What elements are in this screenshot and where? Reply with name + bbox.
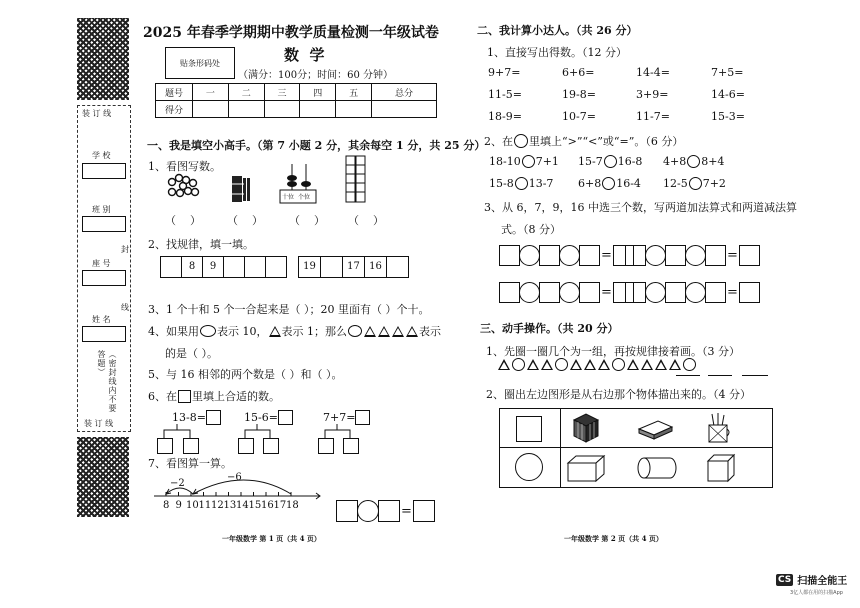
operator-circle[interactable] [685, 282, 706, 303]
score-cell: 四 [300, 84, 336, 101]
equals-sign: = [401, 503, 412, 519]
triangle-icon [641, 359, 653, 370]
calc-item: 19-8= [562, 88, 596, 101]
score-table [155, 83, 437, 118]
comparison-left: 12-5 [663, 177, 688, 190]
abacus-tens-label: 十位 [282, 194, 295, 201]
answer-box[interactable] [238, 438, 254, 454]
equation-text: 7+7= [323, 411, 356, 424]
calc-item: 14-6= [711, 88, 745, 101]
number-box[interactable] [705, 282, 726, 303]
comparison-item [578, 177, 641, 190]
answer-line[interactable] [676, 375, 700, 376]
calc-item: 18-9= [488, 110, 522, 123]
sequence-cell[interactable] [320, 256, 343, 278]
comparison-item [489, 177, 553, 190]
operator-circle[interactable] [519, 282, 540, 303]
compare-circle[interactable] [522, 155, 535, 168]
tick-label: 10 [186, 500, 199, 511]
comparison-item [663, 177, 726, 190]
scanner-watermark [776, 572, 847, 587]
q3-1-text: 1、先圈一圈几个为一组，再按规律接着画。（3 分） [486, 345, 740, 358]
q1-5-text: 5、与 16 相邻的两个数是（ ）和（ ）。 [148, 368, 343, 381]
cube-tower-icon [346, 156, 365, 202]
sequence-cell: 17 [342, 256, 365, 278]
formula-row [499, 245, 634, 266]
comparison-right: 16-8 [617, 155, 643, 168]
tick-label: 16 [261, 500, 274, 511]
score-cell: 一 [193, 84, 229, 101]
result-box[interactable] [739, 282, 760, 303]
score-cell: 二 [228, 84, 264, 101]
square-shape-icon [516, 416, 542, 442]
score-cell: 五 [336, 84, 372, 101]
class-label: 班 别 [92, 205, 111, 214]
section-2-title: 二、我计算小达人。（共 26 分） [477, 24, 638, 37]
equation-text: 15-6= [244, 411, 278, 424]
answer-blank[interactable]: （ ） [348, 214, 384, 227]
circle-icon [683, 358, 696, 371]
q2-2-part-b: 里填上“>”“<”或“=”。（6 分） [529, 135, 684, 148]
answer-box[interactable] [183, 438, 199, 454]
calc-item: 11-7= [636, 110, 670, 123]
q1-4-line2: 的是（ ）。 [165, 347, 218, 360]
binding-line-bottom: 装 订 线 [84, 419, 114, 428]
number-box[interactable] [499, 245, 520, 266]
operator-circle[interactable] [685, 245, 706, 266]
answer-blank[interactable]: （ ） [227, 214, 263, 227]
cylinder-icon[interactable] [636, 454, 678, 482]
operator-circle[interactable] [559, 245, 580, 266]
tick-label: 18 [286, 500, 299, 511]
score-cell: 三 [264, 84, 300, 101]
answer-blank[interactable]: （ ） [289, 214, 325, 227]
triangle-icon [269, 326, 281, 337]
operator-circle[interactable] [559, 282, 580, 303]
equals-sign: = [727, 285, 738, 300]
circle-icon [514, 134, 528, 148]
triangle-icon [364, 326, 376, 337]
compare-circle[interactable] [687, 155, 700, 168]
triangle-icon [584, 359, 596, 370]
calc-item: 15-3= [711, 110, 745, 123]
q1-4-line1 [148, 323, 441, 339]
formula-row [625, 282, 760, 303]
triangle-icon [655, 359, 667, 370]
circle-icon [512, 358, 525, 371]
score-input[interactable] [336, 101, 372, 118]
calc-item: 9+7= [488, 66, 521, 79]
comparison-left: 6+8 [578, 177, 602, 190]
q1-7-text: 7、看图算一算。 [148, 457, 232, 470]
abacus-ones-label: 个位 [298, 194, 311, 201]
score-cell: 题号 [156, 84, 193, 101]
exam-title: 2025 年春季学期期中教学质量检测一年级试卷 [143, 25, 439, 41]
q1-2-text: 2、找规律，填一填。 [148, 238, 254, 251]
result-box[interactable] [739, 245, 760, 266]
sealed-note: （密封线内不要答题） [97, 350, 117, 413]
q1-4-part-a: 4、如果用 [148, 325, 199, 338]
compare-circle[interactable] [515, 177, 528, 190]
equals-sign: = [601, 248, 612, 263]
page-2-footer: 一年级数学 第 2 页（共 4 页） [564, 534, 663, 543]
pen-holder-icon[interactable] [705, 412, 731, 444]
seat-field[interactable] [82, 270, 126, 286]
number-box[interactable] [539, 282, 560, 303]
rubiks-cube-icon[interactable] [570, 412, 600, 444]
operator-circle[interactable] [645, 245, 666, 266]
sequence-cell[interactable] [386, 256, 409, 278]
equals-sign: = [727, 248, 738, 263]
formula-row [499, 282, 634, 303]
shape-match-grid [499, 408, 773, 488]
circle-icon [612, 358, 625, 371]
operator-circle[interactable] [357, 500, 379, 522]
sequence-cell[interactable] [160, 256, 182, 278]
answer-box[interactable] [157, 438, 173, 454]
sequence-cell: 9 [202, 256, 224, 278]
q1-4-part-c: 表示 1；那么 [281, 325, 347, 338]
number-box[interactable] [625, 282, 646, 303]
q1-1-text: 1、看图写数。 [148, 160, 221, 173]
calc-item: 11-5= [488, 88, 522, 101]
comparison-item [489, 155, 559, 168]
number-box[interactable] [665, 245, 686, 266]
triangle-icon [598, 359, 610, 370]
score-header-row [156, 84, 437, 101]
equation [172, 410, 221, 425]
comparison-right: 16-4 [616, 177, 641, 190]
tick-label: 17 [273, 500, 287, 511]
school-field[interactable] [82, 163, 126, 179]
comparison-left: 4+8 [663, 155, 687, 168]
number-box[interactable] [579, 282, 600, 303]
class-field[interactable] [82, 216, 126, 232]
score-input[interactable] [228, 101, 264, 118]
q2-3-text-cont: 式。（8 分） [501, 223, 561, 236]
seat-label: 座 号 [92, 259, 111, 268]
calc-item: 6+6= [562, 66, 595, 79]
triangle-icon [498, 359, 510, 370]
answer-box[interactable] [206, 410, 221, 425]
score-input[interactable] [300, 101, 336, 118]
comparison-left: 18-10 [489, 155, 521, 168]
cs-logo-icon: CS [778, 574, 792, 585]
comparison-item [663, 155, 724, 168]
score-input[interactable] [193, 101, 229, 118]
comparison-right: 13-7 [528, 177, 554, 190]
seal-label: 封 [121, 245, 129, 254]
section-1-title: 一、我是填空小高手。（第 7 小题 2 分，其余每空 1 分，共 25 分） [147, 139, 486, 152]
tick-label: 8 [163, 500, 170, 511]
line-label: 线 [121, 303, 129, 312]
sequence-cell[interactable] [265, 256, 287, 278]
answer-box[interactable] [336, 500, 358, 522]
score-input[interactable] [264, 101, 300, 118]
triangle-icon [570, 359, 582, 370]
cuboid-icon[interactable] [566, 453, 606, 483]
number-box[interactable] [625, 245, 646, 266]
q1-4-part-b: 表示 10， [217, 325, 268, 338]
q2-2-part-a: 2、在 [484, 135, 513, 148]
triangle-icon [378, 326, 390, 337]
equation [323, 410, 370, 425]
calc-item: 3+9= [636, 88, 669, 101]
tick-label: 11 [198, 500, 212, 511]
q1-6-part-a: 6、在 [148, 390, 177, 403]
school-label: 学 校 [92, 151, 111, 160]
arc-label: −2 [170, 478, 185, 489]
compare-circle[interactable] [604, 155, 617, 168]
score-cell: 总分 [372, 84, 437, 101]
triangle-icon [392, 326, 404, 337]
sequence-1 [160, 256, 287, 278]
sequence-cell[interactable] [244, 256, 266, 278]
circle-icon [348, 325, 362, 337]
tick-label: 9 [175, 500, 182, 511]
barcode-label: 贴条形码处 [180, 58, 220, 68]
q3-2-text: 2、圈出左边图形是从右边那个物体描出来的。（4 分） [486, 388, 751, 401]
name-field[interactable] [82, 326, 126, 342]
answer-line[interactable] [742, 375, 768, 376]
triangle-icon [406, 326, 418, 337]
circle-icon [200, 325, 216, 337]
q2-2-text [484, 133, 683, 149]
operator-circle[interactable] [645, 282, 666, 303]
watermark-subtitle: 3亿人都在用的扫描App [790, 590, 843, 596]
square-icon [178, 390, 191, 403]
comparison-right: 8+4 [701, 155, 725, 168]
calc-item: 7+5= [711, 66, 744, 79]
cube-icon[interactable] [706, 453, 736, 483]
q1-6-text [148, 388, 280, 404]
comparison-right: 7+1 [535, 155, 559, 168]
answer-blank[interactable]: （ ） [165, 214, 201, 227]
stick-bundle-icon [230, 176, 250, 202]
triangle-icon [541, 359, 553, 370]
section-3-title: 三、动手操作。（共 20 分） [480, 322, 619, 335]
watermark-name: 扫描全能王 [797, 576, 848, 587]
comparison-item [578, 155, 642, 168]
calc-item: 10-7= [562, 110, 596, 123]
tick-label: 14 [236, 500, 249, 511]
equation-boxes [336, 500, 435, 522]
number-box[interactable] [665, 282, 686, 303]
subject-title: 数 学 [284, 46, 325, 64]
comparison-right: 7+2 [702, 177, 726, 190]
pattern-shapes [498, 358, 696, 371]
answer-line[interactable] [708, 375, 732, 376]
name-label: 姓 名 [92, 315, 111, 324]
eraser-icon[interactable] [636, 415, 674, 441]
triangle-icon [527, 359, 539, 370]
score-input[interactable] [372, 101, 437, 118]
answer-box[interactable] [278, 410, 293, 425]
answer-box[interactable] [355, 410, 370, 425]
sequence-cell: 19 [298, 256, 321, 278]
q2-1-text: 1、直接写出得数。（12 分） [487, 46, 627, 59]
triangle-icon [627, 359, 639, 370]
triangle-icon [669, 359, 681, 370]
hatch-pattern-bottom [77, 437, 129, 517]
formula-row [625, 245, 760, 266]
q1-4-part-d: 表示 [419, 325, 441, 338]
answer-box[interactable] [263, 438, 279, 454]
score-cell: 得分 [156, 101, 193, 118]
answer-box[interactable] [378, 500, 400, 522]
q1-3-text: 3、1 个十和 5 个一合起来是（ ）；20 里面有（ ）个十。 [148, 303, 430, 316]
answer-box[interactable] [318, 438, 334, 454]
compare-circle[interactable] [689, 177, 702, 190]
equation-text: 13-8= [172, 411, 206, 424]
comparison-left: 15-7 [578, 155, 603, 168]
exam-info: （满分：100分；时间：60 分钟） [238, 70, 393, 81]
tick-label: 15 [248, 500, 262, 511]
answer-box[interactable] [413, 500, 435, 522]
page-1-footer: 一年级数学 第 1 页（共 4 页） [222, 534, 321, 543]
compare-circle[interactable] [602, 177, 615, 190]
answer-box[interactable] [343, 438, 359, 454]
number-box[interactable] [705, 245, 726, 266]
number-box[interactable] [579, 245, 600, 266]
binding-line-top: 装 订 线 [82, 109, 112, 118]
barcode-box [165, 47, 235, 79]
circle-shape-icon [515, 453, 543, 481]
sequence-cell: 8 [181, 256, 203, 278]
equals-sign: = [601, 285, 612, 300]
q1-6-part-b: 里填上合适的数。 [192, 390, 280, 403]
calc-item: 14-4= [636, 66, 670, 79]
comparison-left: 15-8 [489, 177, 514, 190]
arc-label: −6 [227, 472, 242, 483]
bead-cluster-icon [169, 175, 199, 197]
counting-pictures [160, 150, 370, 208]
sequence-cell: 16 [364, 256, 387, 278]
sequence-cell[interactable] [223, 256, 245, 278]
hatch-pattern-top [77, 18, 129, 100]
operator-circle[interactable] [519, 245, 540, 266]
sequence-2 [298, 256, 409, 278]
q2-3-text: 3、从 6，7，9，16 中选三个数，写两道加法算式和两道减法算 [484, 201, 797, 214]
score-value-row [156, 101, 437, 118]
number-box[interactable] [499, 282, 520, 303]
tick-label: 12 [211, 500, 224, 511]
equation [244, 410, 293, 425]
number-box[interactable] [539, 245, 560, 266]
circle-icon [555, 358, 568, 371]
tick-label: 13 [223, 500, 237, 511]
